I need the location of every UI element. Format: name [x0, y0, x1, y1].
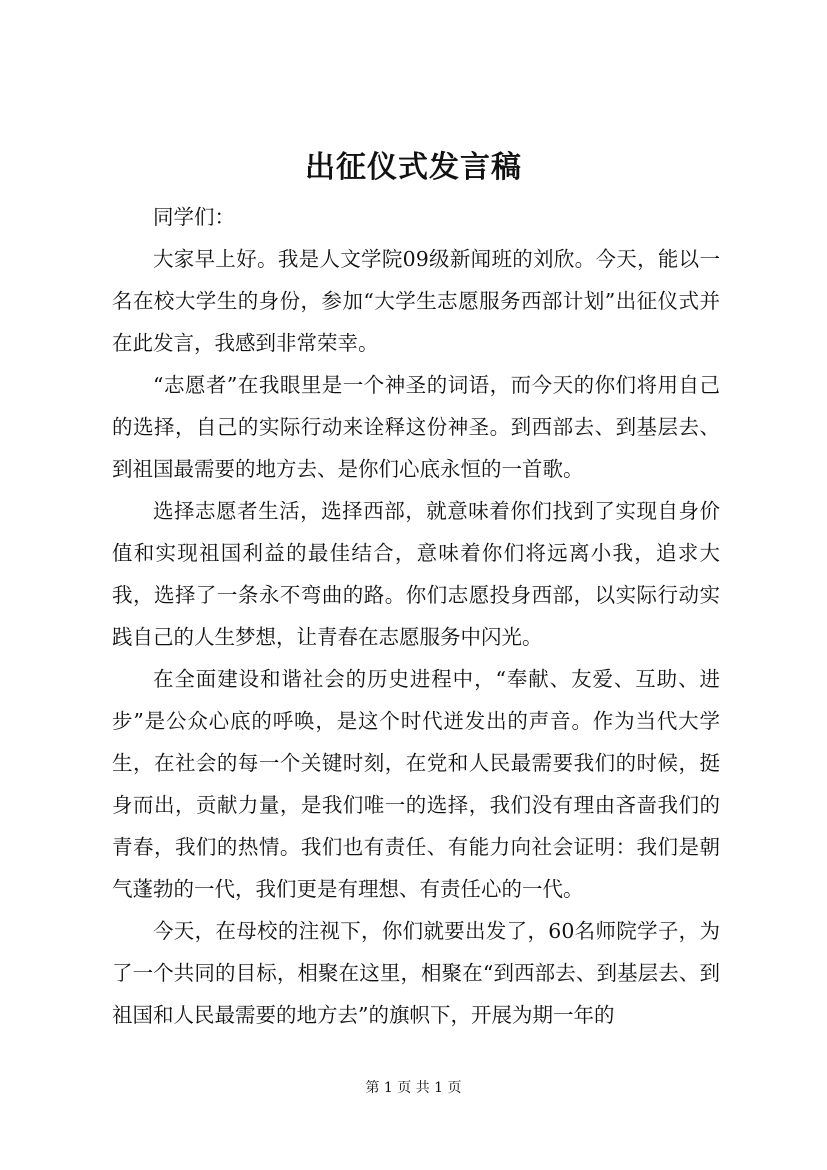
- paragraph-2: “志愿者”在我眼里是一个神圣的词语，而今天的你们将用自己的选择，自己的实际行动来诠释这份神圣。到西部去、到基层去、到祖国最需要的地方去、是你们心底永恒的一首歌。: [112, 373, 720, 481]
- paragraph-5: 今天，在母校的注视下，你们就要出发了，60名师院学子，为了一个共同的目标，相聚在这里，相聚在“到西部去、到基层去、到祖国和人民最需要的地方去”的旗帜下，开展为期一年的: [112, 919, 720, 1027]
- paragraph-4: 在全面建设和谐社会的历史进程中，“奉献、友爱、互助、进步”是公众心底的呼唤，是这个时代迸发出的声音。作为当代大学生，在社会的每一个关键时刻，在党和人民最需要我们的时候，挺身而出，贡献力量，是我们唯一的选择，我们没有理由吝啬我们的青春，我们的热情。我们也有责任、有能力向社会证明：我们是朝气蓬勃的一代，我们更是有理想、有责任心的一代。: [112, 667, 720, 901]
- document-title: 出征仪式发言稿: [305, 150, 522, 185]
- page-number-footer: 第 1 页 共 1 页: [365, 1080, 462, 1096]
- salutation: 同学们：: [153, 205, 235, 229]
- paragraph-3: 选择志愿者生活，选择西部，就意味着你们找到了实现自身价值和实现祖国利益的最佳结合，意味着你们将远离小我，追求大我，选择了一条永不弯曲的路。你们志愿投身西部，以实际行动实践自己的人生梦想，让青春在志愿服务中闪光。: [112, 499, 720, 649]
- document-body: [112, 196, 720, 1036]
- paragraph-1: 大家早上好。我是人文学院09级新闻班的刘欣。今天，能以一名在校大学生的身份，参加“大学生志愿服务西部计划”出征仪式并在此发言，我感到非常荣幸。: [112, 247, 720, 355]
